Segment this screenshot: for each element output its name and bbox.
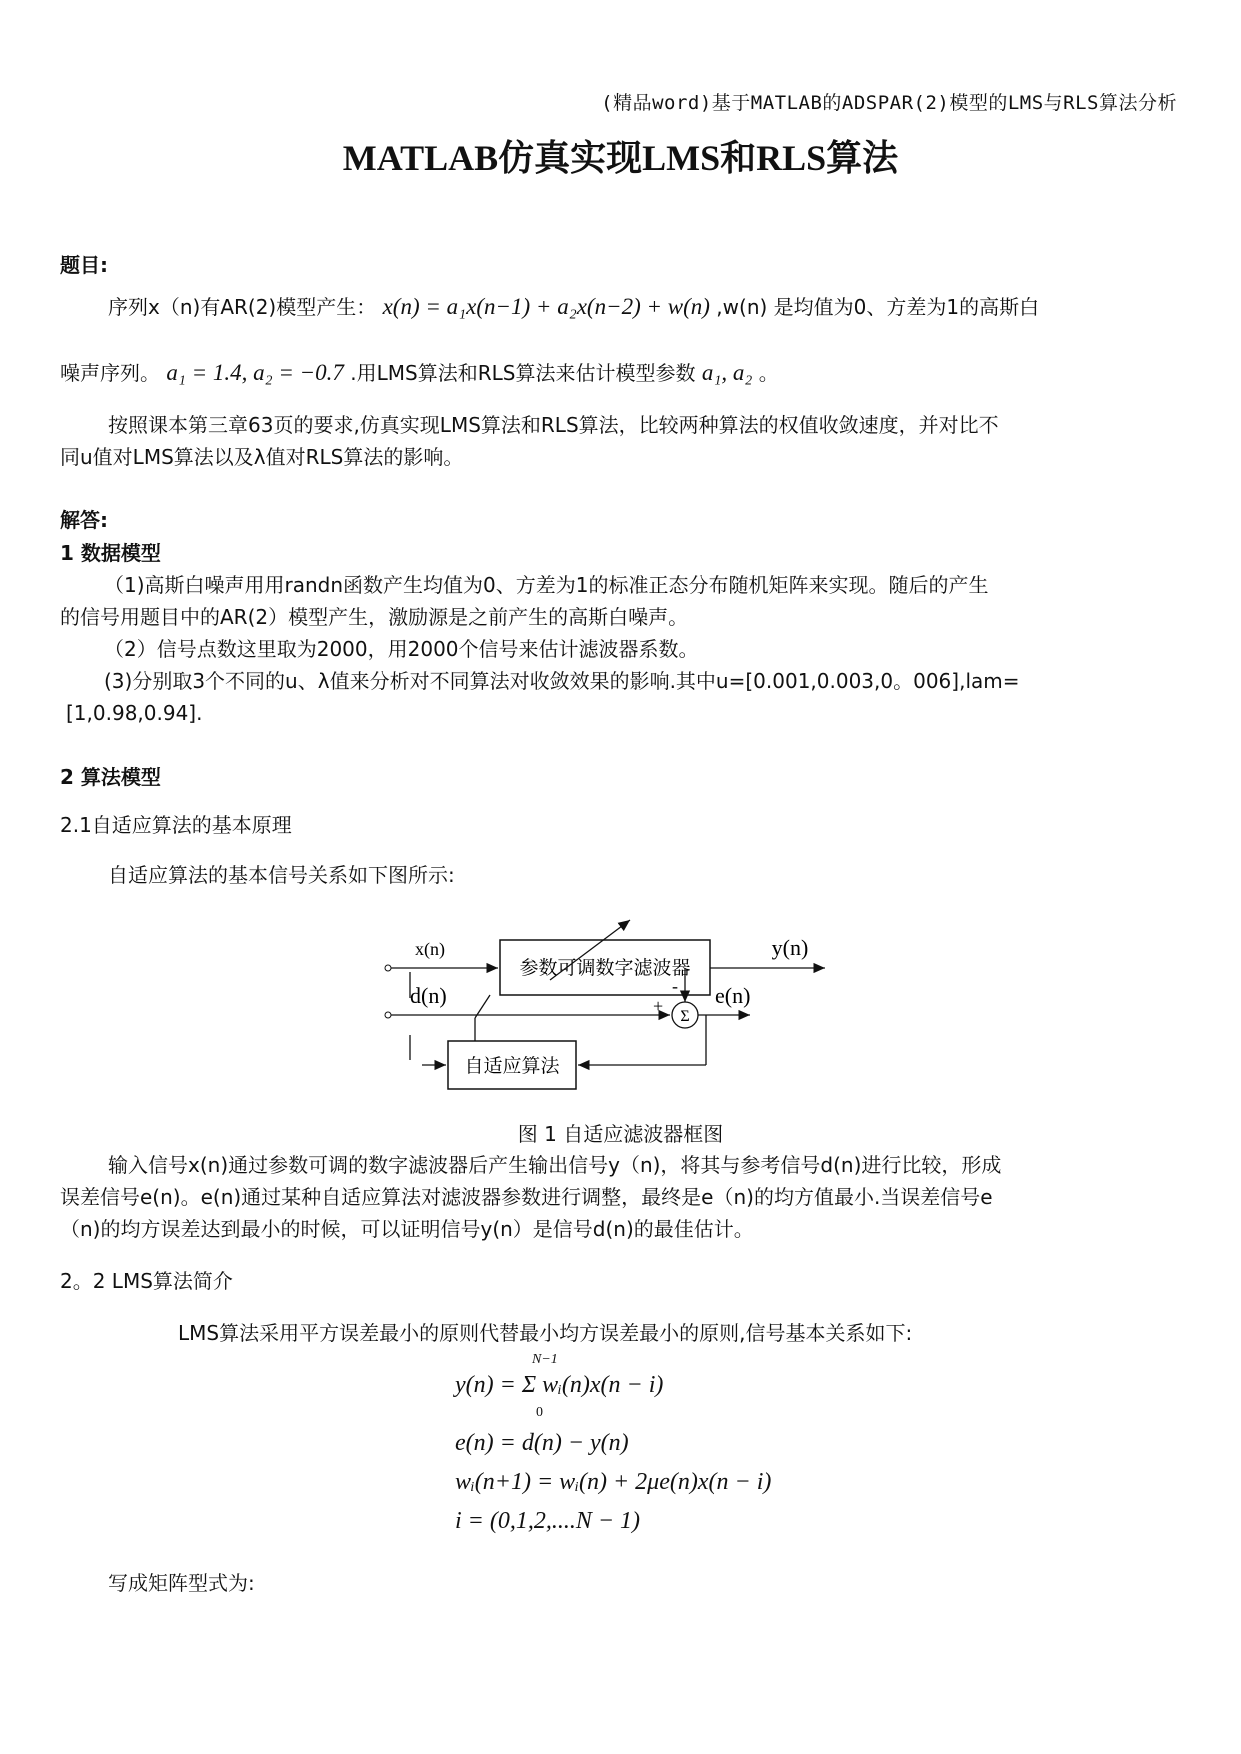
section-1-line-1: （1)高斯白噪声用用randn函数产生均值为0、方差为1的标准正态分布随机矩阵来实现。随后的产生 xyxy=(104,573,989,597)
e-label: e(n) xyxy=(715,983,751,1008)
equation-output-text: y(n) = Σ wᵢ(n)x(n − i) xyxy=(455,1372,664,1398)
section-1-line-2: 的信号用题目中的AR(2）模型产生，激励源是之前产生的高斯白噪声。 xyxy=(60,605,689,629)
question-paragraph-3-line-2: 同u值对LMS算法以及λ值对RLS算法的影响。 xyxy=(60,445,464,469)
sum-lower-limit: 0 xyxy=(536,1405,543,1420)
question-text: 。 xyxy=(758,361,779,385)
sum-symbol: Σ xyxy=(680,1008,690,1025)
adaptive-filter-diagram xyxy=(370,900,850,1110)
parameter-symbols: a₁, a₂ xyxy=(701,360,753,385)
section-2-1-intro: 自适应算法的基本信号关系如下图所示: xyxy=(108,863,455,887)
minus-sign: - xyxy=(672,976,678,996)
equation-output xyxy=(455,1372,663,1399)
section-2-1-paragraph-line-1: 输入信号x(n)通过参数可调的数字滤波器后产生输出信号y（n)，将其与参考信号d(n)进行比较，形成 xyxy=(108,1153,1002,1177)
section-1-line-4: (3)分别取3个不同的u、λ值来分析对不同算法对收敛效果的影响.其中u=[0.001,0.003,0。006],lam= xyxy=(104,669,1020,693)
section-2-1-heading: 2.1自适应算法的基本原理 xyxy=(60,813,292,837)
equation-error: e(n) = d(n) − y(n) xyxy=(455,1430,629,1456)
y-label: y(n) xyxy=(771,935,809,960)
section-2-2-heading: 2。2 LMS算法简介 xyxy=(60,1269,233,1293)
parameter-values: a₁ = 1.4, a₂ = −0.7 xyxy=(166,360,344,385)
plus-sign: + xyxy=(653,996,664,1016)
section-1-heading: 1 数据模型 xyxy=(60,541,161,565)
page-header: (精品word)基于MATLAB的ADSPAR(2)模型的LMS与RLS算法分析 xyxy=(601,92,1177,114)
question-text: 噪声序列。 xyxy=(60,361,160,385)
matrix-form-intro: 写成矩阵型式为: xyxy=(108,1571,255,1595)
section-2-heading: 2 算法模型 xyxy=(60,765,161,789)
question-paragraph-2 xyxy=(60,358,1181,388)
section-1-line-5: [1,0.98,0.94]. xyxy=(66,701,203,725)
equation-weight-update: wᵢ(n+1) = wᵢ(n) + 2μe(n)x(n − i) xyxy=(455,1469,772,1495)
reference-terminal xyxy=(385,1012,391,1018)
question-paragraph-1 xyxy=(108,292,1181,322)
section-1-line-3: （2）信号点数这里取为2000，用2000个信号来估计滤波器系数。 xyxy=(104,637,699,661)
question-text: .用LMS算法和RLS算法来估计模型参数 xyxy=(350,361,696,385)
section-2-2-intro: LMS算法采用平方误差最小的原则代替最小均方误差最小的原则,信号基本关系如下: xyxy=(178,1321,913,1345)
question-paragraph-3-line-1: 按照课本第三章63页的要求,仿真实现LMS算法和RLS算法，比较两种算法的权值收敛速度，并对比不 xyxy=(108,413,999,437)
figure-caption: 图 1 自适应滤波器框图 xyxy=(517,1122,724,1146)
d-label: d(n) xyxy=(410,983,447,1008)
sum-upper-limit: N−1 xyxy=(532,1352,558,1367)
answer-heading: 解答: xyxy=(60,508,108,532)
section-2-1-paragraph-line-2: 误差信号e(n)。e(n)通过某种自适应算法对滤波器参数进行调整，最终是e（n)的均方值最小.当误差信号e xyxy=(60,1185,993,1209)
equation-index-range: i = (0,1,2,....N − 1) xyxy=(455,1508,641,1534)
algorithm-block-label: 自适应算法 xyxy=(464,1055,560,1077)
x-label: x(n) xyxy=(415,939,445,959)
filter-block-label: 参数可调数字滤波器 xyxy=(519,957,691,979)
section-2-1-paragraph-line-3: （n)的均方误差达到最小的时候，可以证明信号y(n）是信号d(n)的最佳估计。 xyxy=(60,1217,754,1241)
question-text: ,w(n) 是均值为0、方差为1的高斯白 xyxy=(716,295,1040,319)
ar-model-equation: x(n) = a₁x(n−1) + a₂x(n−2) + w(n) xyxy=(382,294,710,319)
page-title: MATLAB仿真实现LMS和RLS算法 xyxy=(342,138,899,178)
question-heading: 题目: xyxy=(60,253,108,277)
question-text: 序列x（n)有AR(2)模型产生： xyxy=(108,295,377,319)
input-terminal xyxy=(385,965,391,971)
